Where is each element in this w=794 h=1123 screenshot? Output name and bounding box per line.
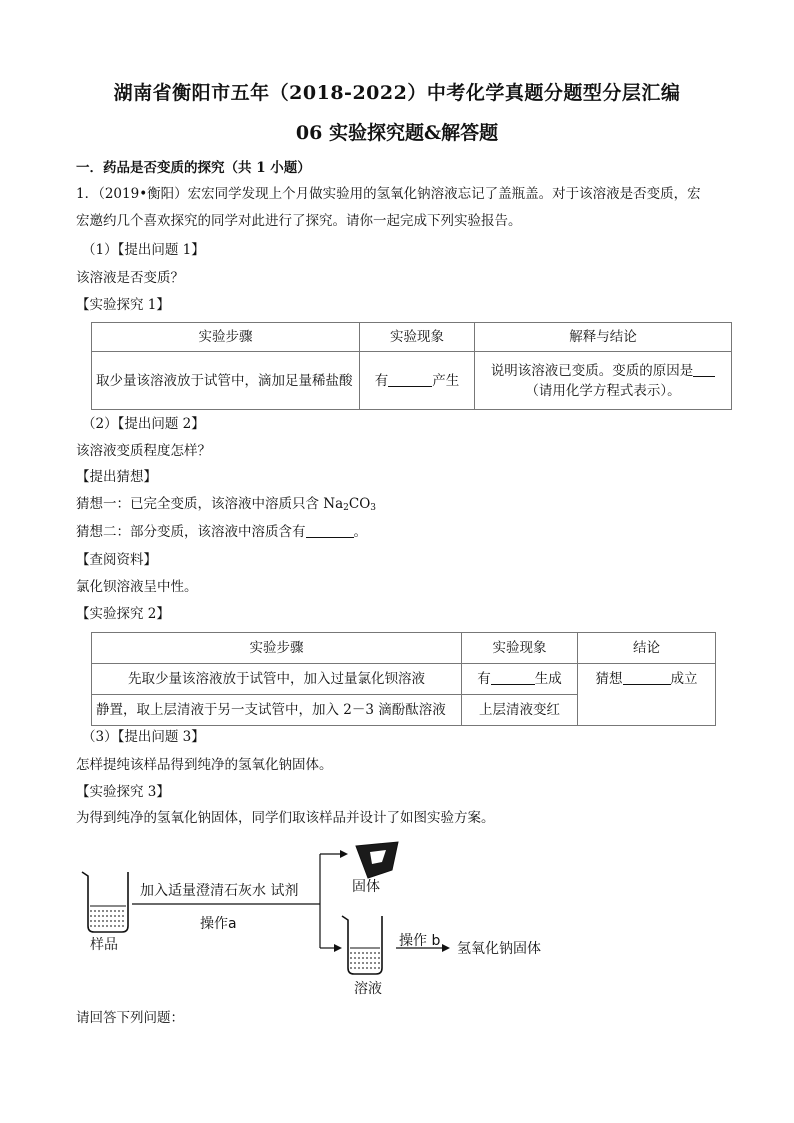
question-intro-line-2: 宏邀约几个喜欢探究的同学对此进行了探究。请你一起完成下列实验报告。 [76,213,522,229]
product-label: 氢氧化钠固体 [457,941,541,957]
solution-label: 溶液 [354,981,382,997]
table-header: 实验步骤 [92,633,462,664]
question-3-text: 怎样提纯该样品得到纯净的氢氧化钠固体。 [76,757,333,773]
question-1-text: 该溶液是否变质？ [76,270,184,286]
table-header: 解释与结论 [475,323,732,352]
table-header-row [92,323,732,352]
experiment-3-heading: 【实验探究 3】 [76,784,170,800]
guess-2-suffix: 。 [353,524,367,540]
conclusion-line-2: （请用化学方程式表示）。 [525,382,681,399]
conclusion-prefix: 猜想 [595,671,623,687]
section-heading: 一．药品是否变质的探究（共 1 小题） [76,160,311,176]
experiment-step: 静置，取上层清液于另一支试管中，加入 2－3 滴酚酞溶液 [92,695,462,726]
experiment-step: 取少量该溶液放于试管中，滴加足量稀盐酸 [92,352,360,410]
subscript: 3 [370,503,377,513]
document-title: 湖南省衡阳市五年（2018-2022）中考化学真题分题型分层汇编 [113,82,681,104]
observation-cell [462,664,578,695]
observation-suffix: 生成 [534,671,562,687]
conclusion-line-1: 说明该溶液已变质。变质的原因是 [490,362,694,379]
table-header-row [92,633,716,664]
guess-1 [76,494,376,518]
conclusion-cell [475,352,732,410]
table-row [92,664,716,695]
observation-prefix: 有 [477,671,491,687]
arrow-right-icon [442,944,450,952]
reagent-label: 加入适量澄清石灰水 试剂 [140,883,299,899]
experiment-flow-diagram [76,836,636,1006]
answer-blank[interactable] [306,523,354,538]
answer-blank[interactable] [623,670,671,685]
guess-2-text: 猜想二：部分变质，该溶液中溶质含有 [76,524,306,540]
experiment-1-table [91,322,732,410]
experiment-1-heading: 【实验探究 1】 [76,297,170,313]
answer-prompt: 请回答下列问题： [76,1010,184,1026]
guess-1-text: 猜想一：已完全变质，该溶液中溶质只含 Na [76,496,344,512]
solid-filter-paper-icon [356,842,398,878]
sample-label: 样品 [90,937,118,953]
subscript: 2 [343,503,349,513]
observation-prefix: 有 [374,372,389,389]
experiment-2-heading: 【实验探究 2】 [76,606,170,622]
arrow-right-icon [340,850,348,858]
guess-2 [76,522,367,542]
observation-cell: 上层清液变红 [462,695,578,726]
answer-blank[interactable] [388,372,432,387]
table-header: 实验现象 [462,633,578,664]
conclusion-cell [578,664,716,726]
reference-heading: 【查阅资料】 [76,552,157,568]
guess-1-formula: CO [348,496,371,512]
solid-label: 固体 [352,879,380,895]
observation-cell [360,352,475,410]
guess-heading: 【提出猜想】 [76,469,157,485]
arrow-right-icon [334,944,342,952]
question-1-heading: （1）【提出问题 1】 [82,242,205,258]
experiment-3-text: 为得到纯净的氢氧化钠固体，同学们取该样品并设计了如图实验方案。 [76,810,495,826]
document-subtitle: 06 实验探究题&解答题 [295,122,499,144]
observation-suffix: 产生 [432,372,460,389]
question-intro-line-1: 1．（2019•衡阳）宏宏同学发现上个月做实验用的氢氧化钠溶液忘记了盖瓶盖。对于该溶液是否变质，宏 [76,186,701,202]
solution-beaker-icon [342,916,382,974]
question-3-heading: （3）【提出问题 3】 [82,729,205,745]
experiment-2-table [91,632,716,726]
table-header: 实验步骤 [92,323,360,352]
answer-blank[interactable] [693,362,715,377]
question-2-text: 该溶液变质程度怎样？ [76,443,211,459]
conclusion-suffix: 成立 [670,671,698,687]
reference-text: 氯化钡溶液呈中性。 [76,579,198,595]
operation-a-label: 操作a [200,916,237,932]
table-header: 结论 [578,633,716,664]
table-row [92,352,732,410]
answer-blank[interactable] [491,670,535,685]
sample-beaker-icon [82,872,128,932]
question-2-heading: （2）【提出问题 2】 [82,416,205,432]
table-header: 实验现象 [360,323,475,352]
experiment-step: 先取少量该溶液放于试管中，加入过量氯化钡溶液 [92,664,462,695]
operation-b-label: 操作 b [399,933,441,949]
